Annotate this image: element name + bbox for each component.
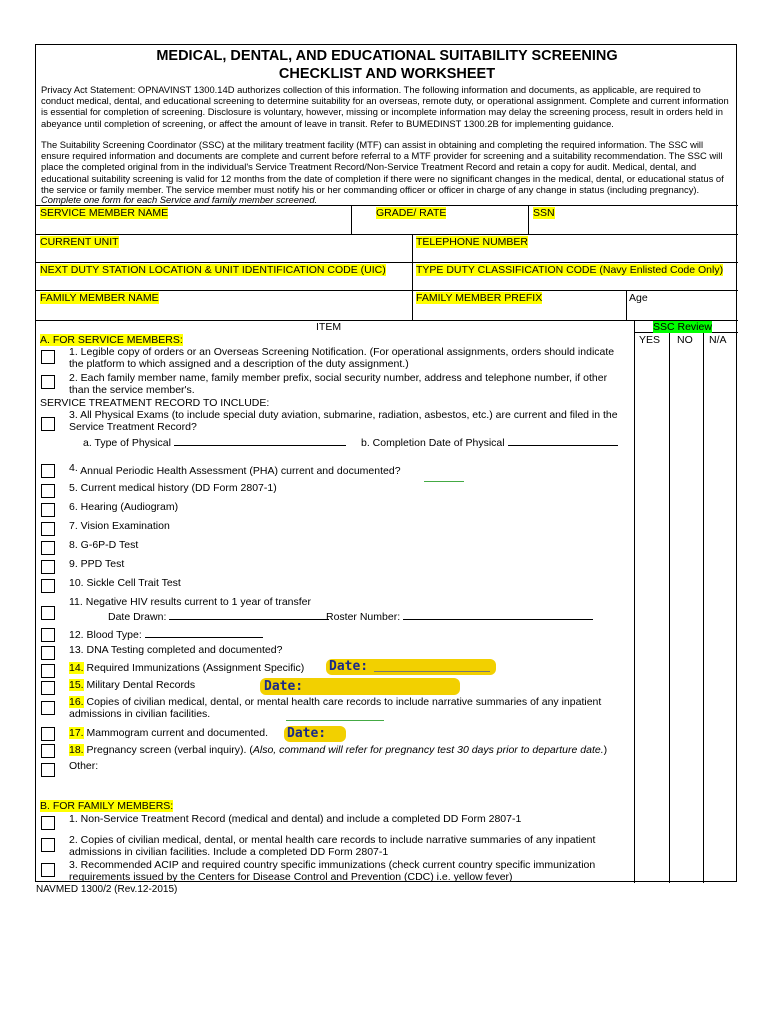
item-a18-text: [69, 744, 607, 756]
checkbox-a1[interactable]: [41, 350, 55, 364]
checkbox-b1[interactable]: [41, 816, 55, 830]
blood-type-label: 12. Blood Type:: [69, 629, 142, 641]
checkbox-a18[interactable]: [41, 744, 55, 758]
item-a14-label: Required Immunizations (Assignment Specific): [86, 662, 305, 674]
item-a8-text: 8. G-6P-D Test: [69, 539, 139, 551]
type-of-physical-label: a. Type of Physical: [83, 437, 171, 449]
item-column-header: ITEM: [316, 321, 342, 333]
form-number-footer: NAVMED 1300/2 (Rev.12-2015): [36, 884, 178, 895]
section-a-heading: A. FOR SERVICE MEMBERS:: [40, 334, 183, 346]
checkbox-a6[interactable]: [41, 503, 55, 517]
other-label: Other:: [69, 760, 99, 772]
ssc-review-header: SSC Review: [653, 321, 712, 333]
item-b2-text: 2. Copies of civilian medical, dental, or mental health care records to include narrative summaries of any inpatient admissions in civilian facilities. Include a completed DD Form 2807-1: [69, 834, 596, 858]
item-a2-text: 2. Each family member name, family member prefix, social security number, address and telephone number, if other than the service member's.: [69, 372, 608, 396]
item-a3a: [83, 435, 346, 449]
item-a18-close: ): [603, 744, 608, 756]
item-a15-text: [69, 679, 195, 691]
item-a16-number: 16.: [69, 696, 84, 708]
item-b1-text: 1. Non-Service Treatment Record (medical and dental) and include a completed DD Form 2807-1: [69, 813, 522, 825]
ssn-field[interactable]: SSN: [533, 207, 555, 219]
item-a14-text: [69, 662, 304, 674]
item-a9-text: 9. PPD Test: [69, 558, 125, 570]
checkbox-a4[interactable]: [41, 464, 55, 478]
completion-date-input[interactable]: [508, 435, 618, 446]
date-drawn-label: Date Drawn:: [108, 611, 167, 623]
age-field[interactable]: Age: [629, 292, 648, 304]
item-b3-text: 3. Recommended ACIP and required country specific immunizations (check current country specific immunization requirements issued by the Centers for Disease Control and Prevention (CDC) i.e. yellow fever): [69, 859, 596, 883]
item-a15-number: 15.: [69, 679, 84, 691]
privacy-statement: Privacy Act Statement: OPNAVINST 1300.14D authorizes collection of this information. The following information and documents, as applicable, are required to conduct medical, dental, and educational screening to determine suitability for an overseas, remote duty, or operational assignment. Complete and current information is essential for completion of screening. Disclosure is voluntary, however, missing or incomplete information may delay the screening process, result in orders held in abeyance until completion of screening, or affect the amount of leave in transit. Refer to BUMEDINST 1300.2B for implementing guidance.: [41, 84, 729, 129]
checkbox-a15[interactable]: [41, 681, 55, 695]
item-a1-text: 1. Legible copy of orders or an Overseas Screening Notification. (For operational assignments, orders should indicate the platform to which assigned and a description of the duty assignment.): [69, 346, 615, 370]
screening-form: [35, 44, 737, 882]
checkbox-a2[interactable]: [41, 375, 55, 389]
checkbox-b2[interactable]: [41, 838, 55, 852]
date-label-15[interactable]: Date:: [264, 679, 304, 694]
date-label-14[interactable]: Date:: [329, 659, 369, 674]
checkbox-a9[interactable]: [41, 560, 55, 574]
item-a18-italic: Also, command will refer for pregnancy test 30 days prior to departure date.: [252, 744, 604, 756]
item-a7-text: 7. Vision Examination: [69, 520, 170, 532]
roster-number-input[interactable]: [403, 609, 593, 620]
item-a6-text: 6. Hearing (Audiogram): [69, 501, 179, 513]
item-a5-text: 5. Current medical history (DD Form 2807-1): [69, 482, 277, 494]
item-a17-number: 17.: [69, 727, 84, 739]
no-column-header: NO: [677, 334, 693, 346]
type-of-physical-input[interactable]: [174, 435, 346, 446]
checkbox-a17[interactable]: [41, 727, 55, 741]
item-a17-text: [69, 727, 268, 739]
current-unit-field[interactable]: CURRENT UNIT: [40, 236, 119, 248]
date-drawn: [108, 609, 329, 623]
roster-number: [326, 609, 593, 623]
service-member-name-field[interactable]: SERVICE MEMBER NAME: [40, 207, 169, 219]
checkbox-other[interactable]: [41, 763, 55, 777]
roster-number-label: Roster Number:: [326, 611, 401, 623]
family-member-prefix-field[interactable]: FAMILY MEMBER PREFIX: [416, 292, 543, 304]
checkbox-a11[interactable]: [41, 606, 55, 620]
yes-column-header: YES: [639, 334, 661, 346]
date-drawn-input[interactable]: [169, 609, 329, 620]
item-a4-number: 4.: [69, 462, 78, 474]
item-a4-label: Annual Periodic Health Assessment (PHA) current and documented?: [80, 465, 401, 477]
checkbox-b3[interactable]: [41, 863, 55, 877]
item-a10-text: 10. Sickle Cell Trait Test: [69, 577, 181, 589]
checkbox-a8[interactable]: [41, 541, 55, 555]
type-duty-classification-field[interactable]: TYPE DUTY CLASSIFICATION CODE (Navy Enlisted Code Only): [416, 264, 724, 276]
item-a12: [69, 627, 263, 641]
section-b-heading: B. FOR FAMILY MEMBERS:: [40, 800, 174, 812]
form-title-line1: MEDICAL, DENTAL, AND EDUCATIONAL SUITABILITY SCREENING: [156, 48, 618, 64]
blood-type-input[interactable]: [145, 627, 263, 638]
item-a13-text: 13. DNA Testing completed and documented?: [69, 644, 283, 656]
checkbox-a13[interactable]: [41, 646, 55, 660]
instruction-note: Complete one form for each Service and family member screened.: [41, 194, 318, 205]
item-a14-number: 14.: [69, 662, 84, 674]
item-a11-text: 11. Negative HIV results current to 1 year of transfer: [69, 596, 311, 608]
family-member-name-field[interactable]: FAMILY MEMBER NAME: [40, 292, 159, 304]
item-a3b: [361, 435, 618, 449]
checkbox-a12[interactable]: [41, 628, 55, 642]
checkbox-a10[interactable]: [41, 579, 55, 593]
item-a18-number: 18.: [69, 744, 84, 756]
form-title-line2: CHECKLIST AND WORKSHEET: [278, 66, 496, 82]
telephone-field[interactable]: TELEPHONE NUMBER: [416, 236, 529, 248]
completion-date-label: b. Completion Date of Physical: [361, 437, 505, 449]
item-a15-label: Military Dental Records: [86, 679, 196, 691]
na-column-header: N/A: [709, 334, 727, 346]
checkbox-a14[interactable]: [41, 664, 55, 678]
grade-rate-field[interactable]: GRADE/ RATE: [376, 207, 447, 219]
item-a17-label: Mammogram current and documented.: [86, 727, 269, 739]
item-a16-label: Copies of civilian medical, dental, or mental health care records to include narrative summaries of any inpatient admissions in civilian facilities.: [69, 696, 602, 720]
checkbox-a3[interactable]: [41, 417, 55, 431]
checkbox-a7[interactable]: [41, 522, 55, 536]
checkbox-a5[interactable]: [41, 484, 55, 498]
next-duty-station-field[interactable]: NEXT DUTY STATION LOCATION & UNIT IDENTIFICATION CODE (UIC): [40, 264, 386, 276]
item-a4-text: [69, 462, 401, 477]
item-a3-text: 3. All Physical Exams (to include special duty aviation, submarine, radiation, asbestos, etc.) are current and filed in the Service Treatment Record?: [69, 409, 618, 433]
str-subheading: SERVICE TREATMENT RECORD TO INCLUDE:: [40, 397, 270, 409]
ssc-statement: The Suitability Screening Coordinator (SSC) at the military treatment facility (MTF) can assist in obtaining and completing the required information. The SSC will ensure required information and documents are complete and current before referral to a MTF provider for screening and a suitability recommendation. The SSC will place the completed original from in the individual's Service Treatment Record/Non-Service Treatment Record and retain a copy for audit. Medical, dental, and educational suitability screening is valid for 12 months from the date of completion if there were no significant changes in the medical, dental, or educational status of the service or family member. The service member must notify his or her commanding officer or officer in charge of any change in status (including pregnancy).: [41, 139, 724, 195]
date-label-17[interactable]: Date:: [287, 726, 327, 741]
checkbox-a16[interactable]: [41, 701, 55, 715]
item-a18-label: Pregnancy screen (verbal inquiry). (: [86, 744, 253, 756]
item-a16-text: [69, 696, 624, 720]
